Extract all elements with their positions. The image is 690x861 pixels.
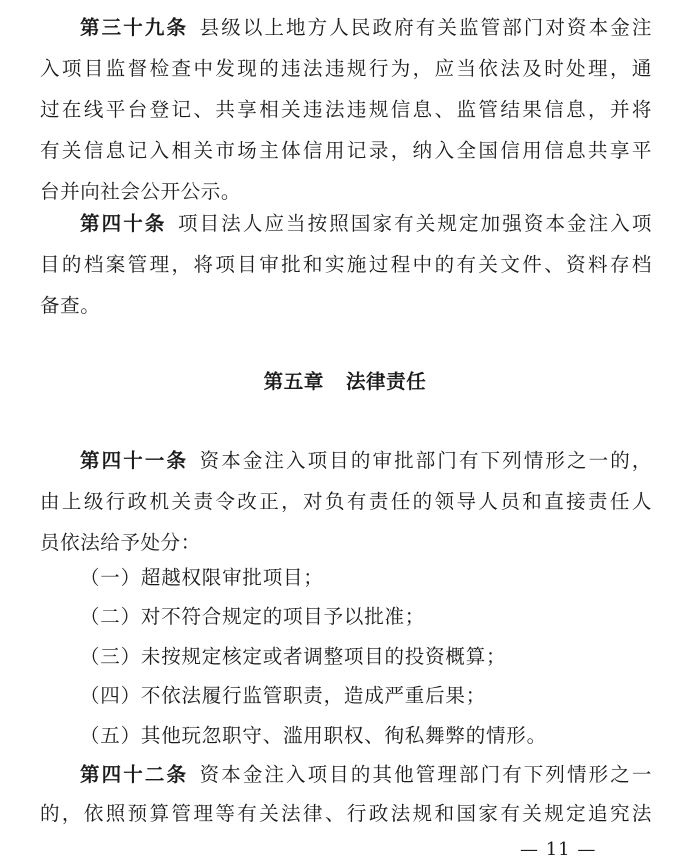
list-item: （二）对不符合规定的项目予以批准； [80,605,426,628]
article-39-label: 第三十九条 [80,16,189,39]
chapter-heading [0,370,690,394]
article-39-line: 入项目监督检查中发现的违法违规行为，应当依法及时处理，通 [40,57,652,80]
article-42-label: 第四十二条 [80,763,189,786]
article-42-first-line: 第四十二条 资本金注入项目的其他管理部门有下列情形之一 [80,763,652,786]
chapter-title: 法律责任 [345,370,427,393]
article-39-line: 过在线平台登记、共享相关违法违规信息、监管结果信息，并将 [40,98,652,121]
list-item: （五）其他玩忽职守、滥用职权、徇私舞弊的情形。 [80,724,547,747]
article-41-line: 员依法给予处分： [40,531,201,554]
article-41-label: 第四十一条 [80,449,189,472]
chapter-number: 第五章 [263,370,324,393]
article-42-line: 的，依照预算管理等有关法律、行政法规和国家有关规定追究法 [40,802,652,825]
article-41-line: 由上级行政机关责令改正，对负有责任的领导人员和直接责任人 [40,490,652,513]
page-number: — 11 — [520,839,597,860]
list-item: （一）超越权限审批项目； [80,566,324,589]
article-39-line: 有关信息记入相关市场主体信用记录，纳入全国信用信息共享平 [40,139,652,162]
article-40-label: 第四十条 [80,212,167,235]
list-item: （四）不依法履行监管职责，造成严重后果； [80,684,487,707]
article-40-line: 目的档案管理，将项目审批和实施过程中的有关文件、资料存档 [40,253,652,276]
article-39-first-line: 第三十九条 县级以上地方人民政府有关监管部门对资本金注 [80,16,652,39]
list-item: （三）未按规定核定或者调整项目的投资概算； [80,645,507,668]
article-39-line: 台并向社会公开公示。 [40,180,242,203]
article-40-first-line: 第四十条 项目法人应当按照国家有关规定加强资本金注入项 [80,212,652,235]
article-40-line: 备查。 [40,294,101,317]
article-41-first-line: 第四十一条 资本金注入项目的审批部门有下列情形之一的， [80,449,652,472]
